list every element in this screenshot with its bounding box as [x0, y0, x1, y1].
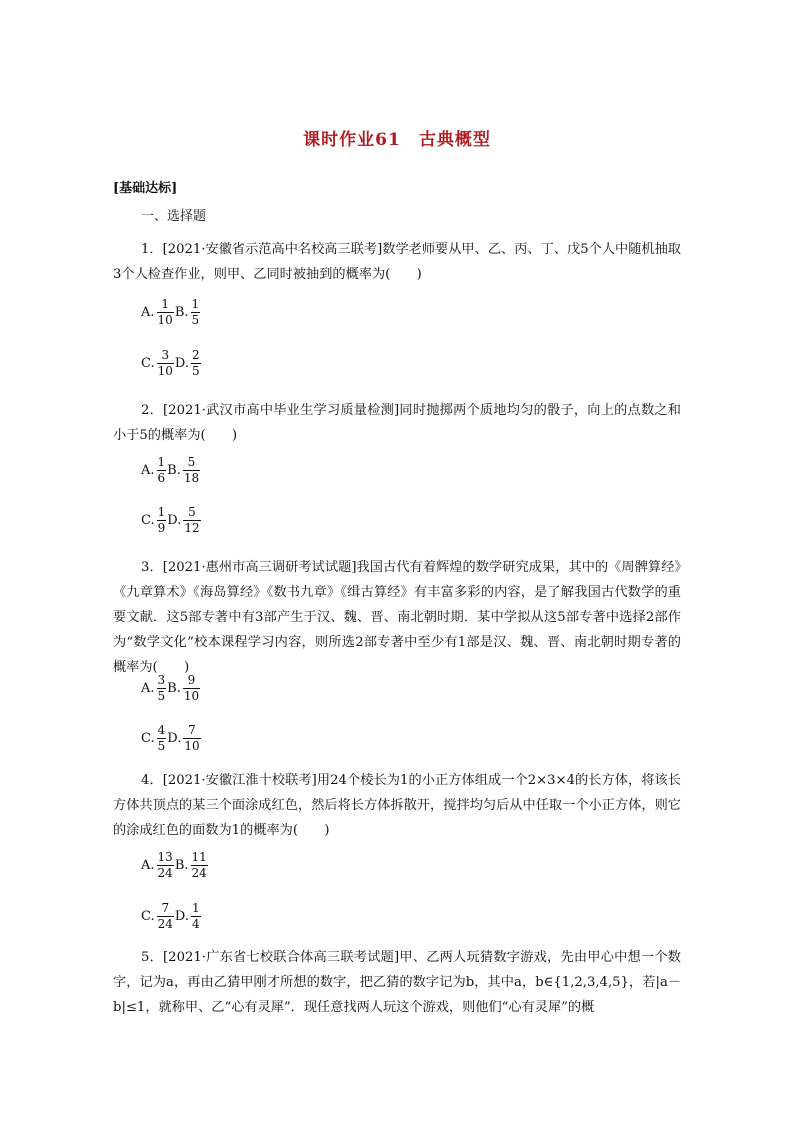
- question-3-options-cd: [141, 720, 202, 756]
- option-c-fraction: $\frac{7}{24}$: [157, 900, 173, 931]
- option-c-fraction: $\frac{4}{5}$: [157, 722, 166, 753]
- option-a-label: A.: [141, 680, 155, 696]
- section-heading: [基础达标]: [113, 181, 178, 196]
- option-c-label: C.: [141, 908, 155, 924]
- subsection-heading: 一、选择题: [141, 209, 207, 224]
- option-c-label: C.: [141, 355, 155, 371]
- option-d-fraction: $\frac{2}{5}$: [192, 347, 200, 378]
- question-4-options-ab: [141, 847, 209, 883]
- option-d-fraction: $\frac{7}{10}$: [184, 722, 200, 753]
- option-b-fraction: $\frac{5}{18}$: [183, 454, 200, 485]
- question-1-options-ab: [141, 294, 201, 330]
- option-d-label: D.: [174, 355, 189, 371]
- question-1-options-cd: [141, 345, 202, 381]
- question-5-text: 5．[2021·广东省七校联合体高三联考试题]甲、乙两人玩猜数字游戏，先由甲心中想一个数字，记为a，再由乙猜甲刚才所想的数字，把乙猜的数字记为b，其中a，b∈{1,2,3,4,5}，若|a－b|≤1，就称甲、乙“心有灵犀”．现任意找两人玩这个游戏，则他们“心有灵犀”的概: [113, 950, 682, 1015]
- option-a-label: A.: [141, 857, 155, 873]
- option-c-label: C.: [141, 512, 155, 528]
- option-a-fraction: $\frac{1}{10}$: [157, 296, 173, 327]
- option-c-fraction: $\frac{3}{10}$: [157, 347, 173, 378]
- question-3-text: 3．[2021·惠州市高三调研考试试题]我国古代有着辉煌的数学研究成果，其中的《周髀算经》《九章算术》《海岛算经》《数书九章》《缉古算经》有丰富多彩的内容，是了解我国古代数学的重要文献．这5部专著中有3部产生于汉、魏、晋、南北朝时期．某中学拟从这5部专著中选择2部作为“数学文化”校本课程学习内容，则所选2部专著中至少有1部是汉、魏、晋、南北朝时期专著的概率为( ): [113, 560, 681, 675]
- question-4-text: 4．[2021·安徽江淮十校联考]用24个棱长为1的小正方体组成一个2×3×4的长方体，将该长方体共顶点的某三个面涂成红色，然后将长方体拆散开，搅拌均匀后从中任取一个小正方体，则它的涂成红色的面数为1的概率为( ): [113, 773, 681, 838]
- question-3-options-ab: [141, 670, 201, 706]
- option-b-label: B.: [167, 462, 181, 478]
- option-a-label: A.: [141, 462, 155, 478]
- option-a-label: A.: [141, 304, 155, 320]
- page-title: 课时作业61 古典概型: [303, 130, 491, 150]
- option-a-fraction: $\frac{3}{5}$: [157, 672, 166, 703]
- question-2-options-ab: [141, 452, 201, 488]
- option-d-fraction: $\frac{1}{4}$: [192, 900, 200, 931]
- option-b-label: B.: [174, 857, 189, 873]
- question-2-text: 2．[2021·武汉市高中毕业生学习质量检测]同时抛掷两个质地均匀的骰子，向上的点数之和小于5的概率为( ): [113, 403, 681, 443]
- option-a-fraction: $\frac{13}{24}$: [157, 849, 173, 880]
- option-b-fraction: $\frac{11}{24}$: [191, 849, 207, 880]
- question-4-options-cd: [141, 898, 202, 934]
- option-b-label: B.: [167, 680, 181, 696]
- option-d-label: D.: [167, 730, 182, 746]
- option-b-fraction: $\frac{9}{10}$: [183, 672, 200, 703]
- option-d-label: D.: [174, 908, 189, 924]
- option-a-fraction: $\frac{1}{6}$: [157, 454, 166, 485]
- question-2-options-cd: [141, 502, 202, 538]
- option-d-label: D.: [167, 512, 182, 528]
- option-c-label: C.: [141, 730, 155, 746]
- question-1-text: 1．[2021·安徽省示范高中名校高三联考]数学老师要从甲、乙、丙、丁、戊5个人中随机抽取3个人检查作业，则甲、乙同时被抽到的概率为( ): [113, 242, 681, 282]
- option-b-label: B.: [174, 304, 189, 320]
- option-d-fraction: $\frac{5}{12}$: [184, 504, 200, 535]
- option-c-fraction: $\frac{1}{9}$: [157, 504, 166, 535]
- option-b-fraction: $\frac{1}{5}$: [191, 296, 200, 327]
